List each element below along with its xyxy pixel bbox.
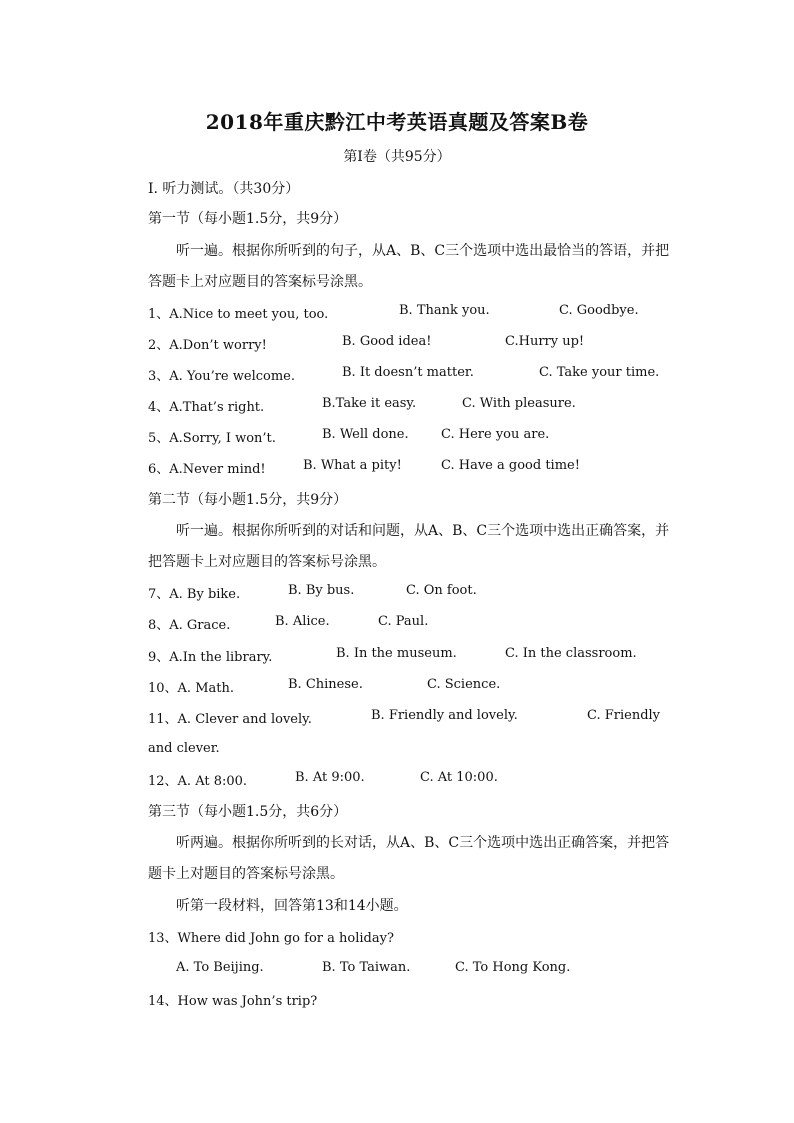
question-1-option-c: C. Goodbye. [559, 303, 639, 318]
question-10-option-a: 10、A. Math. [148, 681, 234, 696]
section2-instruction-line1: 听一遍。根据你所听到的对话和问题，从A、B、C三个选项中选出正确答案，并 [176, 523, 670, 539]
question-1-option-b: B. Thank you. [399, 303, 490, 318]
question-6-option-b: B. What a pity! [303, 458, 402, 473]
section3-instruction-line2: 题卡上对题目的答案标号涂黑。 [148, 866, 344, 882]
question-9-option-c: C. In the classroom. [505, 646, 637, 661]
question-12-option-c: C. At 10:00. [420, 770, 498, 785]
question-6-option-a: 6、A.Never mind! [148, 462, 266, 477]
question-8-option-c: C. Paul. [378, 614, 429, 629]
question-12-option-a: 12、A. At 8:00. [148, 774, 248, 789]
question-10-option-c: C. Science. [427, 677, 501, 692]
section1-heading: 第一节（每小题1.5分，共9分） [148, 211, 348, 227]
question-3-option-b: B. It doesn’t matter. [342, 365, 474, 380]
section1-instruction-line2: 答题卡上对应题目的答案标号涂黑。 [148, 274, 372, 290]
question-3-option-c: C. Take your time. [539, 365, 660, 380]
question-13-option-b: B. To Taiwan. [322, 960, 411, 975]
section3-material-note: 听第一段材料，回答第13和14小题。 [176, 898, 408, 914]
question-1-option-a: 1、A.Nice to meet you, too. [148, 307, 329, 322]
question-9-option-a: 9、A.In the library. [148, 650, 273, 665]
question-11-option-c: C. Friendly [587, 708, 661, 723]
question-7-option-c: C. On foot. [406, 583, 477, 598]
question-10-option-b: B. Chinese. [288, 677, 363, 692]
question-9-option-b: B. In the museum. [336, 646, 457, 661]
question-7-option-b: B. By bus. [288, 583, 355, 598]
question-7-option-a: 7、A. By bike. [148, 587, 241, 602]
part-heading: Ⅰ. 听力测试。（共30分） [148, 181, 300, 197]
question-3-option-a: 3、A. You’re welcome. [148, 369, 295, 384]
question-2-option-a: 2、A.Don’t worry! [148, 338, 267, 353]
question-2-option-c: C.Hurry up! [505, 334, 585, 349]
question-13-option-a: A. To Beijing. [176, 960, 264, 975]
question-12-option-b: B. At 9:00. [295, 770, 365, 785]
question-5-option-a: 5、A.Sorry, I won’t. [148, 431, 276, 446]
question-14-stem: 14、How was John’s trip? [148, 994, 318, 1009]
question-8-option-a: 8、A. Grace. [148, 618, 231, 633]
question-13-stem: 13、Where did John go for a holiday? [148, 931, 394, 946]
question-4-option-b: B.Take it easy. [322, 396, 417, 411]
page-subtitle: 第Ⅰ卷（共95分） [343, 149, 451, 165]
section3-instruction-line1: 听两遍。根据你所听到的长对话，从A、B、C三个选项中选出正确答案，并把答 [176, 835, 670, 851]
question-4-option-c: C. With pleasure. [462, 396, 576, 411]
question-11-continuation: and clever. [148, 741, 220, 756]
section1-instruction-line1: 听一遍。根据你所听到的句子，从A、B、C三个选项中选出最恰当的答语，并把 [176, 243, 670, 259]
question-13-option-c: C. To Hong Kong. [455, 960, 571, 975]
section2-instruction-line2: 把答题卡上对应题目的答案标号涂黑。 [148, 554, 386, 570]
section2-heading: 第二节（每小题1.5分，共9分） [148, 492, 348, 508]
question-4-option-a: 4、A.That’s right. [148, 400, 265, 415]
section3-heading: 第三节（每小题1.5分，共6分） [148, 804, 348, 820]
question-8-option-b: B. Alice. [275, 614, 330, 629]
question-6-option-c: C. Have a good time! [441, 458, 580, 473]
question-11-option-b: B. Friendly and lovely. [371, 708, 518, 723]
question-5-option-b: B. Well done. [322, 427, 409, 442]
page-title: 2018年重庆黔江中考英语真题及答案B卷 [205, 110, 589, 134]
question-2-option-b: B. Good idea! [342, 334, 432, 349]
question-11-option-a: 11、A. Clever and lovely. [148, 712, 312, 727]
question-5-option-c: C. Here you are. [441, 427, 550, 442]
